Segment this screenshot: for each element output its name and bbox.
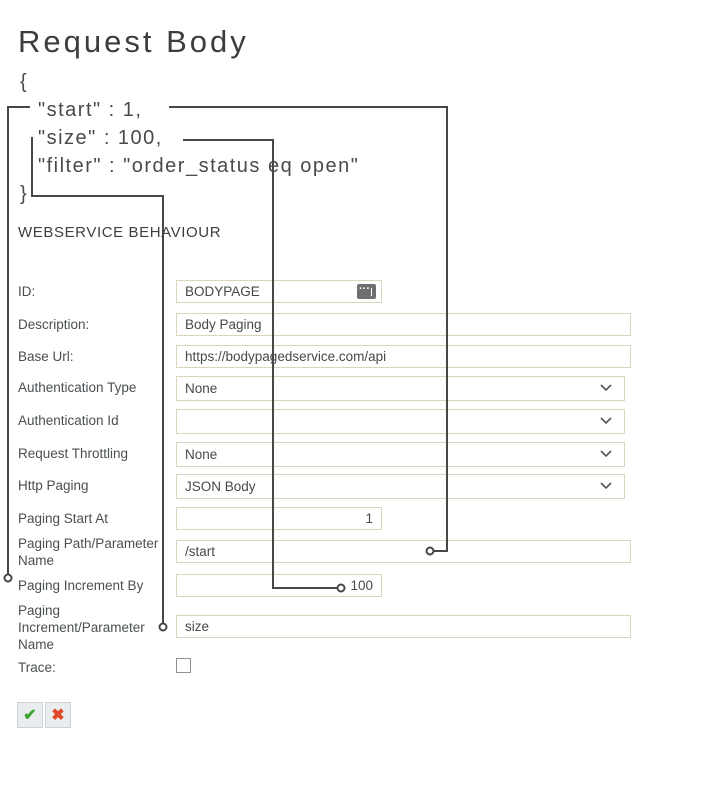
cancel-button[interactable] — [45, 702, 71, 728]
paging-path-value: /start — [185, 544, 216, 559]
chevron-down-icon — [600, 482, 612, 490]
description-input[interactable] — [176, 313, 631, 336]
auth-id-label: Authentication Id — [18, 413, 119, 428]
trace-label: Trace: — [18, 660, 56, 675]
action-buttons — [17, 702, 71, 728]
cross-icon: ✖ — [51, 707, 65, 724]
base-url-input[interactable] — [176, 345, 631, 368]
form-row-auth-type — [0, 376, 705, 401]
ellipsis-icon: ··· — [359, 283, 370, 295]
section-title: WEBSERVICE BEHAVIOUR — [18, 224, 222, 241]
ellipsis-bar-icon — [371, 288, 372, 296]
auth-id-select[interactable] — [176, 409, 625, 434]
form-row-request-throttling — [0, 442, 705, 467]
id-lookup-button[interactable] — [357, 284, 376, 299]
check-icon: ✔ — [23, 707, 37, 724]
http-paging-select[interactable] — [176, 474, 625, 499]
base-url-value: https://bodypagedservice.com/api — [185, 349, 387, 364]
request-throttling-label: Request Throttling — [18, 446, 129, 461]
form-row-paging-increment-name — [0, 603, 705, 652]
id-input[interactable] — [176, 280, 382, 303]
description-value: Body Paging — [185, 317, 262, 332]
form-row-description — [0, 313, 705, 336]
http-paging-value: JSON Body — [185, 479, 256, 494]
auth-type-label: Authentication Type — [18, 380, 137, 395]
form-row-base-url — [0, 345, 705, 368]
paging-start-at-input[interactable] — [176, 507, 382, 530]
paging-increment-by-label: Paging Increment By — [18, 578, 144, 593]
paging-increment-by-value: 100 — [350, 578, 373, 593]
form-row-id — [0, 280, 705, 303]
json-line-size: "size" : 100, — [38, 127, 163, 149]
auth-type-value: None — [185, 381, 218, 396]
form-row-http-paging — [0, 474, 705, 499]
id-value: BODYPAGE — [185, 284, 260, 299]
chevron-down-icon — [600, 450, 612, 458]
json-line-close-brace: } — [20, 183, 29, 205]
chevron-down-icon — [600, 417, 612, 425]
paging-increment-name-label: Paging Increment/Parameter Name — [18, 603, 145, 652]
paging-increment-name-input[interactable] — [176, 615, 631, 638]
page-title: Request Body — [18, 24, 249, 59]
ok-button[interactable] — [17, 702, 43, 728]
form-row-auth-id — [0, 409, 705, 434]
request-throttling-value: None — [185, 447, 218, 462]
form-row-paging-start-at — [0, 507, 705, 530]
http-paging-label: Http Paging — [18, 478, 89, 493]
id-label: ID: — [18, 284, 36, 299]
paging-start-at-label: Paging Start At — [18, 511, 109, 526]
paging-increment-by-input[interactable] — [176, 574, 382, 597]
json-line-filter: "filter" : "order_status eq open" — [38, 155, 360, 177]
paging-increment-name-value: size — [185, 619, 210, 634]
json-line-open-brace: { — [20, 71, 29, 93]
json-line-start: "start" : 1, — [38, 99, 143, 121]
form-row-paging-path — [0, 536, 705, 568]
request-body-json — [20, 68, 359, 208]
paging-start-at-value: 1 — [365, 511, 373, 526]
chevron-down-icon — [600, 384, 612, 392]
description-label: Description: — [18, 317, 90, 332]
paging-path-input[interactable] — [176, 540, 631, 563]
form-row-paging-increment-by — [0, 574, 705, 597]
trace-checkbox[interactable] — [176, 658, 191, 673]
auth-type-select[interactable] — [176, 376, 625, 401]
base-url-label: Base Url: — [18, 349, 74, 364]
request-throttling-select[interactable] — [176, 442, 625, 467]
paging-path-label: Paging Path/Parameter Name — [18, 536, 159, 568]
